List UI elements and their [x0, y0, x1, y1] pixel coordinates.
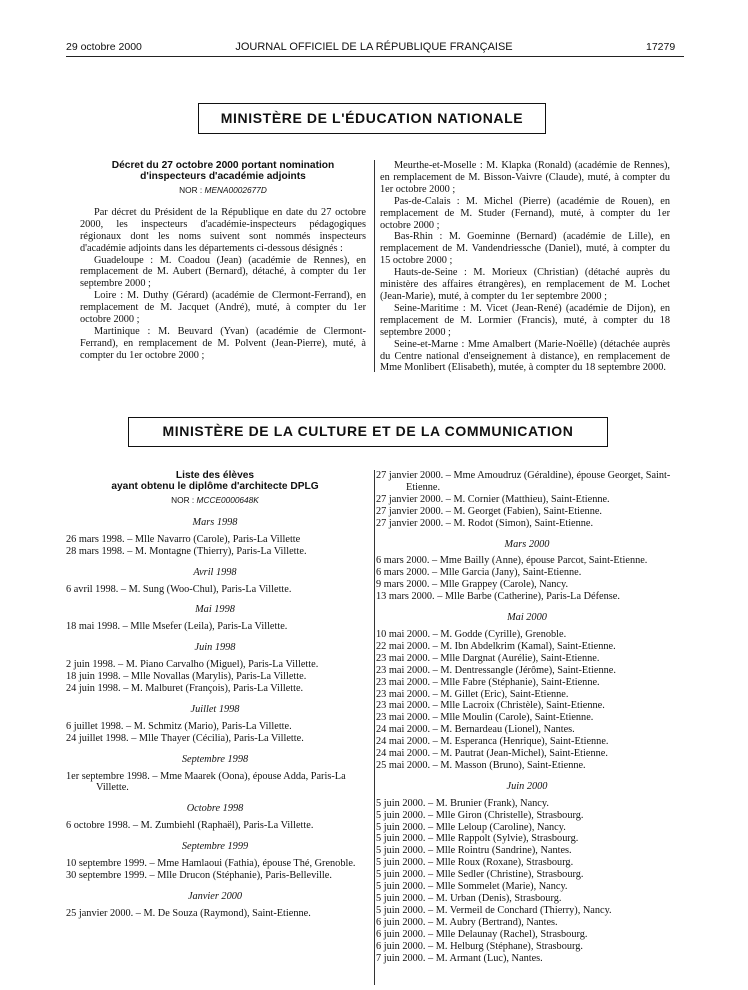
decree-paragraphs-left: [80, 207, 366, 362]
section2-right-column: [376, 470, 678, 964]
month-heading: Mars 1998: [192, 516, 238, 528]
decree-title: Décret du 27 octobre 2000 portant nomination d'inspecteurs d'académie adjoints: [111, 160, 335, 182]
graduate-entry: 5 juin 2000. – Mlle Roux (Roxane), Strasbourg.: [376, 857, 574, 869]
graduate-entry: 18 mai 1998. – Mlle Msefer (Leila), Paris-La Villette.: [66, 621, 288, 633]
graduate-entry: 5 juin 2000. – Mlle Leloup (Caroline), Nancy.: [376, 821, 566, 833]
month-heading: Juillet 1998: [190, 703, 240, 715]
graduate-entry: 25 janvier 2000. – M. De Souza (Raymond), Saint-Etienne.: [66, 907, 311, 919]
decree-paragraph: Guadeloupe : M. Coadou (Jean) (académie de Rennes), en remplacement de M. Aubert (Bernard), détaché, à compter du 1er septembre 2000 ;: [80, 254, 366, 290]
graduate-entry: 1er septembre 1998. – Mme Maarek (Oona), épouse Adda, Paris-La Villette.: [66, 770, 346, 794]
graduate-entry: 6 juin 2000. – M. Helburg (Stéphane), Strasbourg.: [376, 940, 583, 952]
decree-nor: NOR : MENA0002677D: [179, 185, 267, 195]
graduate-entry: 22 mai 2000. – M. Ibn Abdelkrim (Kamal), Saint-Etienne.: [376, 640, 616, 652]
graduate-entry: 10 mai 2000. – M. Godde (Cyrille), Grenoble.: [376, 628, 567, 640]
column-divider: [374, 160, 375, 372]
graduate-entry: 6 juin 2000. – Mlle Delaunay (Rachel), Strasbourg.: [376, 928, 588, 940]
graduate-entry: 5 juin 2000. – M. Brunier (Frank), Nancy.: [376, 797, 549, 809]
journal-title: JOURNAL OFFICIEL DE LA RÉPUBLIQUE FRANÇAISE: [235, 41, 513, 53]
section2-left-column: [66, 470, 364, 920]
month-heading: Octobre 1998: [186, 803, 244, 815]
header-rule: [66, 56, 684, 57]
graduate-entry: 27 janvier 2000. – Mme Amoudruz (Géraldine), épouse Georget, Saint-Etienne.: [376, 470, 671, 493]
list-nor: NOR : MCCE0000648K: [171, 495, 259, 505]
decree-paragraphs-right: [380, 160, 670, 374]
page-number: 17279: [646, 41, 676, 53]
decree-paragraph: Seine-Maritime : M. Vicet (Jean-René) (académie de Dijon), en remplacement de M. Lormier (Francis), muté, à compter du 18 septembre 2000 ;: [380, 302, 670, 338]
graduate-entry: 23 mai 2000. – Mlle Moulin (Carole), Saint-Etienne.: [376, 712, 594, 724]
graduate-entry: 5 juin 2000. – M. Urban (Denis), Strasbourg.: [376, 893, 562, 904]
month-heading: Janvier 2000: [187, 890, 243, 902]
month-heading: Septembre 1999: [181, 841, 249, 853]
decree-paragraph: Pas-de-Calais : M. Michel (Pierre) (académie de Rouen), en remplacement de M. Studer (Fernand), muté, à compter du 1er octobre 2000 ;: [380, 195, 670, 231]
graduate-entry: 24 mai 2000. – M. Esperanca (Henrique), Saint-Etienne.: [376, 736, 609, 748]
graduate-entry: 5 juin 2000. – M. Vermeil de Conchard (Thierry), Nancy.: [376, 904, 612, 916]
graduate-entry: 28 mars 1998. – M. Montagne (Thierry), Paris-La Villette.: [66, 545, 307, 557]
header-date: 29 octobre 2000: [66, 41, 142, 53]
decree-paragraph: Bas-Rhin : M. Goeminne (Bernard) (académie de Lille), en remplacement de M. Vandendriessche (Daniel), muté, à compter du 15 octobre 2000 ;: [380, 231, 670, 267]
graduate-entry: 23 mai 2000. – Mlle Fabre (Stéphanie), Saint-Etienne.: [376, 676, 600, 688]
graduate-entry: 6 juillet 1998. – M. Schmitz (Mario), Paris-La Villette.: [66, 720, 292, 732]
graduate-entry: 6 juin 2000. – M. Aubry (Bertrand), Nantes.: [376, 916, 558, 928]
graduate-entry: 24 juin 1998. – M. Malburet (François), Paris-La Villette.: [66, 682, 304, 694]
month-heading: Juin 2000: [506, 780, 548, 792]
graduate-entry: 13 mars 2000. – Mlle Barbe (Catherine), Paris-La Défense.: [376, 591, 620, 603]
graduate-entry: 6 octobre 1998. – M. Zumbiehl (Raphaël), Paris-La Villette.: [66, 820, 314, 832]
decree-paragraph: Loire : M. Duthy (Gérard) (académie de Clermont-Ferrand), en remplacement de M. Jacquet (André), muté, à compter du 1er octobre 2000 ;: [80, 290, 366, 326]
graduate-entry: 24 juillet 1998. – Mlle Thayer (Cécilia), Paris-La Villette.: [66, 732, 304, 744]
graduate-entry: 2 juin 1998. – M. Piano Carvalho (Miguel), Paris-La Villette.: [66, 659, 319, 671]
decree-paragraph: Seine-et-Marne : Mme Amalbert (Marie-Noëlle) (détachée auprès du Centre national d'enseignement à distance), en remplacement de Mme Monlibert (Elisabeth), mutée, à compter du 18 septembre 2000.: [380, 338, 670, 374]
graduate-entry: 7 juin 2000. – M. Armant (Luc), Nantes.: [376, 952, 543, 964]
graduate-entry: 5 juin 2000. – Mlle Rappolt (Sylvie), Strasbourg.: [376, 833, 579, 845]
ministry-culture-box: MINISTÈRE DE LA CULTURE ET DE LA COMMUNICATION: [128, 417, 608, 447]
graduate-entry: 24 mai 2000. – M. Bernardeau (Lionel), Nantes.: [376, 724, 575, 736]
graduate-entry: 24 mai 2000. – M. Pautrat (Jean-Michel), Saint-Etienne.: [376, 748, 608, 760]
list-title: Liste des élèves ayant obtenu le diplôme d'architecte DPLG: [111, 470, 319, 492]
month-heading: Mai 2000: [507, 612, 547, 624]
graduate-entry: 9 mars 2000. – Mlle Grappey (Carole), Nancy.: [376, 579, 569, 591]
graduate-entry: 6 mars 2000. – Mlle Garcia (Jany), Saint-Etienne.: [376, 567, 582, 579]
graduate-entry: 23 mai 2000. – Mlle Dargnat (Aurélie), Saint-Etienne.: [376, 652, 600, 664]
month-heading: Mars 2000: [504, 538, 550, 550]
list-right: [376, 470, 678, 964]
graduate-entry: 5 juin 2000. – Mlle Sedler (Christine), Strasbourg.: [376, 869, 584, 881]
column-divider-2: [374, 470, 375, 985]
section1-right-column: [380, 160, 670, 374]
section1-left-column: [80, 160, 366, 362]
graduate-entry: 23 mai 2000. – Mlle Lacroix (Christèle), Saint-Etienne.: [376, 700, 605, 712]
graduate-entry: 6 mars 2000. – Mme Bailly (Anne), épouse Parcot, Saint-Etienne.: [376, 555, 648, 567]
decree-paragraph: Martinique : M. Beuvard (Yvan) (académie de Clermont-Ferrand), en remplacement de M. Polvent (Jean-Pierre), muté, à compter du 1er octobre 2000 ;: [80, 325, 366, 361]
decree-paragraph: Hauts-de-Seine : M. Morieux (Christian) (détaché auprès du ministère des affaires étrangères), en remplacement de M. Lochet (Jean-Marie), muté, à compter du 1er septembre 2000 ;: [380, 267, 670, 302]
graduate-entry: 18 juin 1998. – Mlle Novallas (Marylis), Paris-La Villette.: [66, 671, 307, 683]
graduate-entry: 27 janvier 2000. – M. Rodot (Simon), Saint-Etienne.: [376, 517, 594, 529]
month-heading: Juin 1998: [194, 642, 236, 654]
month-heading: Mai 1998: [195, 604, 235, 616]
decree-paragraph: Par décret du Président de la République en date du 27 octobre 2000, les inspecteurs d'académie-inspecteurs pédagogiques régionaux dont les noms suivent sont nommés inspecteurs d'académie adjoints dans les départements ci-dessous désignés :: [80, 206, 366, 254]
graduate-entry: 25 mai 2000. – M. Masson (Bruno), Saint-Etienne.: [376, 759, 586, 771]
ministry-education-box: MINISTÈRE DE L'ÉDUCATION NATIONALE: [198, 103, 546, 134]
graduate-entry: 30 septembre 1999. – Mlle Drucon (Stéphanie), Paris-Belleville.: [66, 869, 332, 881]
graduate-entry: 26 mars 1998. – Mlle Navarro (Carole), Paris-La Villette: [66, 533, 301, 545]
graduate-entry: 23 mai 2000. – M. Gillet (Eric), Saint-Etienne.: [376, 688, 569, 700]
graduate-entry: 10 septembre 1999. – Mme Hamlaoui (Fathia), épouse Thé, Grenoble.: [66, 858, 356, 870]
graduate-entry: 27 janvier 2000. – M. Cornier (Matthieu), Saint-Etienne.: [376, 493, 610, 505]
list-left: [66, 517, 364, 920]
decree-paragraph: Meurthe-et-Moselle : M. Klapka (Ronald) (académie de Rennes), en remplacement de M. Bisson-Vaivre (Claude), muté, à compter du 1er octobre 2000 ;: [380, 160, 670, 195]
month-heading: Avril 1998: [193, 566, 237, 578]
graduate-entry: 6 avril 1998. – M. Sung (Woo-Chul), Paris-La Villette.: [66, 583, 292, 595]
graduate-entry: 5 juin 2000. – Mlle Rointru (Sandrine), Nantes.: [376, 845, 572, 857]
graduate-entry: 5 juin 2000. – Mlle Sommelet (Marie), Nancy.: [376, 881, 568, 893]
graduate-entry: 27 janvier 2000. – M. Georget (Fabien), Saint-Etienne.: [376, 505, 603, 517]
graduate-entry: 23 mai 2000. – M. Dentressangle (Jérôme), Saint-Etienne.: [376, 664, 616, 676]
graduate-entry: 5 juin 2000. – Mlle Giron (Christelle), Strasbourg.: [376, 809, 584, 821]
month-heading: Septembre 1998: [181, 753, 249, 765]
